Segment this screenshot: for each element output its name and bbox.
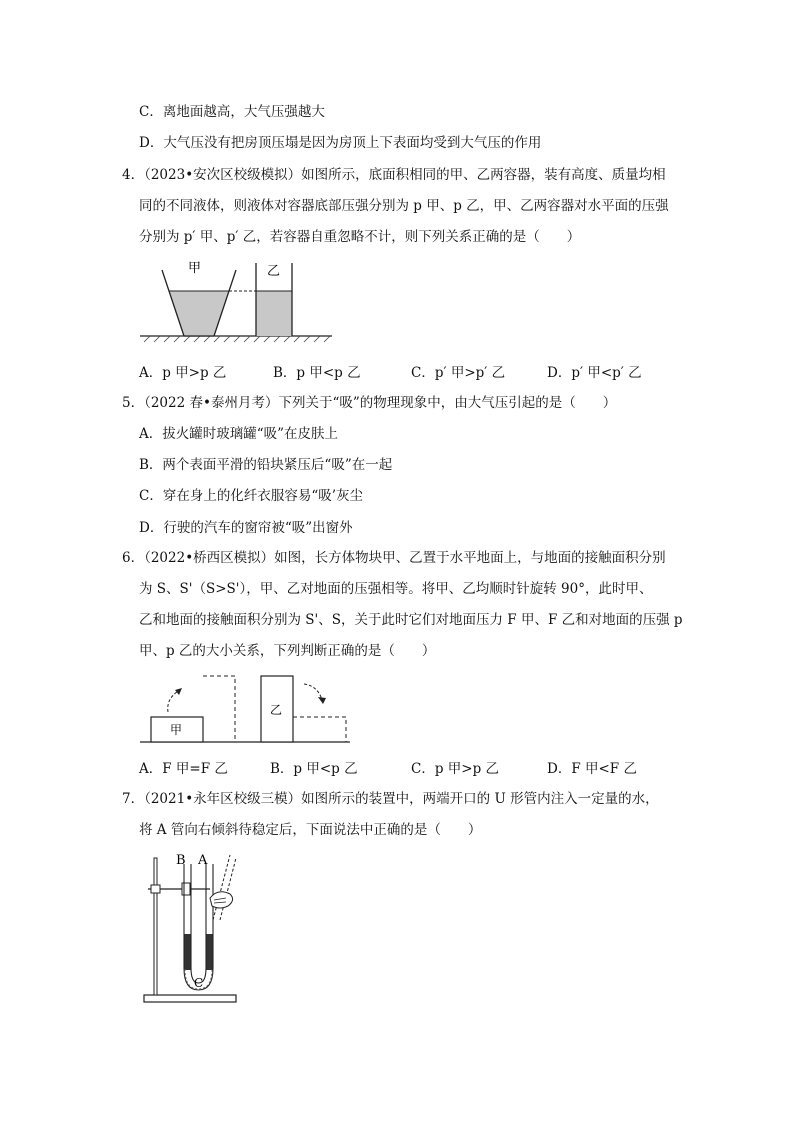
q4-label-yi: 乙 xyxy=(267,264,281,279)
q5-option-b: B．两个表面平滑的铅块紧压后“吸”在一起 xyxy=(139,457,393,473)
q4-label-jia: 甲 xyxy=(188,261,202,276)
q7-label-a: A xyxy=(198,853,208,868)
q7-label-c: C xyxy=(194,976,204,990)
q7-label-b: B xyxy=(176,853,186,868)
q6-stem-line1: 6．（2022•桥西区模拟）如图，长方体物块甲、乙置于水平地面上，与地面的接触面积分别 xyxy=(122,550,666,566)
q6-stem-line3: 乙和地面的接触面积分别为 S'、S，关于此时它们对地面压力 F 甲、F 乙和对地面的压强 p xyxy=(139,612,683,628)
q4-stem-line1: 4．（2023•安次区校级模拟）如图所示，底面积相同的甲、乙两容器，装有高度、质量均相 xyxy=(122,167,666,183)
q4-stem-line3: 分别为 p′ 甲、p′ 乙，若容器自重忽略不计，则下列关系正确的是（ ） xyxy=(139,229,581,245)
q6-option-b: B．p 甲<p 乙 xyxy=(270,761,358,777)
q6-stem-line4: 甲、p 乙的大小关系，下列判断正确的是（ ） xyxy=(139,643,436,659)
q7-stem-line2: 将 A 管向右倾斜待稳定后，下面说法中正确的是（ ） xyxy=(139,822,482,838)
q4-option-a: A．p 甲>p 乙 xyxy=(139,365,227,381)
q3-option-d: D．大气压没有把房顶压塌是因为房顶上下表面均受到大气压的作用 xyxy=(139,135,542,151)
q7-u-tube-figure xyxy=(140,850,250,1006)
q5-option-a: A．拔火罐时玻璃罐“吸”在皮肤上 xyxy=(139,426,339,442)
q6-option-d: D．F 甲<F 乙 xyxy=(547,761,637,777)
q5-option-c: C．穿在身上的化纤衣服容易“吸’灰尘 xyxy=(139,488,364,504)
q4-containers-figure xyxy=(138,258,338,344)
q4-stem-line2: 同的不同液体，则液体对容器底部压强分别为 p 甲、p 乙，甲、乙两容器对水平面的压强 xyxy=(139,198,669,214)
q6-option-a: A．F 甲=F 乙 xyxy=(139,761,228,777)
q3-option-c: C．离地面越高，大气压强越大 xyxy=(139,104,325,120)
q4-option-d: D．p′ 甲<p′ 乙 xyxy=(547,365,642,381)
q4-option-b: B．p 甲<p 乙 xyxy=(273,365,361,381)
q6-label-yi: 乙 xyxy=(270,703,283,717)
q6-blocks-figure xyxy=(138,668,354,748)
q6-label-jia: 甲 xyxy=(170,723,183,737)
q4-option-c: C．p′ 甲>p′ 乙 xyxy=(411,365,506,381)
q6-stem-line2: 为 S、S'（S>S'），甲、乙对地面的压强相等。将甲、乙均顺时针旋转 90°，此时甲、 xyxy=(139,581,653,597)
q6-option-c: C．p 甲>p 乙 xyxy=(411,761,500,777)
q5-option-d: D．行驶的汽车的窗帘被“吸”出窗外 xyxy=(139,520,353,536)
q5-stem-line1: 5．（2022 春•泰州月考）下列关于“吸”的物理现象中，由大气压引起的是（ ） xyxy=(122,395,617,411)
q7-stem-line1: 7．（2021•永年区校级三模）如图所示的装置中，两端开口的 U 形管内注入一定量的水， xyxy=(122,791,659,807)
